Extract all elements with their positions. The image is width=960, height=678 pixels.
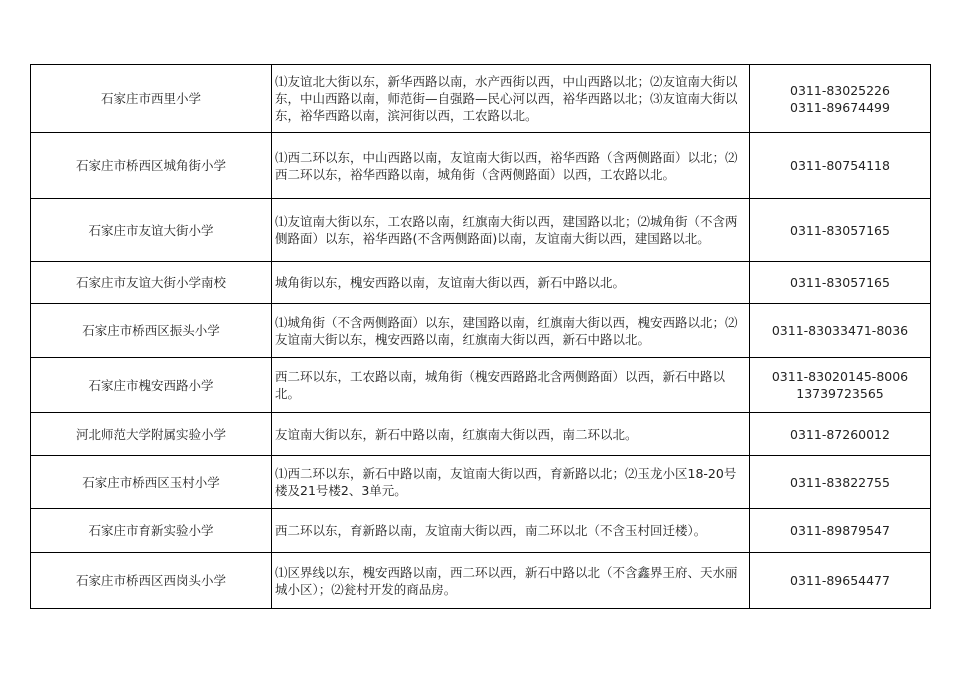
table-row [31,509,931,553]
phone-cell [750,304,931,358]
school-name: 石家庄市友谊大街小学南校 [31,262,272,304]
enrollment-area: ⑴西二环以东，新石中路以南，友谊南大街以西，育新路以北；⑵玉龙小区18-20号楼及21号楼2、3单元。 [272,456,750,509]
school-name: 石家庄市桥西区西岗头小学 [31,553,272,609]
school-name: 石家庄市友谊大街小学 [31,199,272,262]
phone-cell [750,413,931,456]
table-row [31,553,931,609]
phone-number: 0311-87260012 [790,426,890,442]
phone-cell [750,456,931,509]
table-row [31,456,931,509]
enrollment-area: ⑴城角街（不含两侧路面）以东，建国路以南，红旗南大街以西，槐安西路以北；⑵友谊南大街以东，槐安西路以南，红旗南大街以西，新石中路以北。 [272,304,750,358]
enrollment-area: ⑴友谊北大街以东，新华西路以南，水产西街以西，中山西路以北；⑵友谊南大街以东，中山西路以南，师范街—自强路—民心河以西，裕华西路以北；⑶友谊南大街以东，裕华西路以南，滨河街以西，工农路以北。 [272,65,750,133]
table-row [31,413,931,456]
phone-number: 0311-83033471-8036 [771,323,909,338]
enrollment-area: 友谊南大街以东，新石中路以南，红旗南大街以西，南二环以北。 [272,413,750,456]
enrollment-area: 西二环以东，育新路以南，友谊南大街以西，南二环以北（不含玉村回迁楼）。 [272,509,750,553]
phone-number: 0311-89879547 [790,523,890,538]
phone-number: 13739723565 [796,386,884,401]
enrollment-area: ⑴西二环以东，中山西路以南，友谊南大街以西，裕华西路（含两侧路面）以北；⑵西二环以东，裕华西路以南，城角街（含两侧路面）以西，工农路以北。 [272,133,750,199]
enrollment-area: ⑴友谊南大街以东，工农路以南，红旗南大街以西，建国路以北；⑵城角街（不含两侧路面）以东，裕华西路(不含两侧路面)以南，友谊南大街以西，建国路以北。 [272,199,750,262]
table-row [31,304,931,358]
table-row [31,358,931,413]
phone-cell [750,133,931,199]
school-name: 石家庄市槐安西路小学 [31,358,272,413]
phone-cell [750,553,931,609]
phone-number: 0311-89654477 [790,573,890,588]
school-name: 石家庄市桥西区玉村小学 [31,456,272,509]
enrollment-area: ⑴区界线以东，槐安西路以南，西二环以西，新石中路以北（不含鑫界王府、天水丽城小区）；⑵瓮村开发的商品房。 [272,553,750,609]
phone-number: 0311-80754118 [790,158,890,173]
phone-cell [750,199,931,262]
table-row [31,133,931,199]
school-name: 河北师范大学附属实验小学 [31,413,272,456]
enrollment-area: 城角街以东，槐安西路以南，友谊南大街以西，新石中路以北。 [272,262,750,304]
phone-number: 0311-83057165 [790,275,890,290]
enrollment-area: 西二环以东，工农路以南，城角街（槐安西路路北含两侧路面）以西，新石中路以北。 [272,358,750,413]
school-district-table [30,64,931,609]
phone-number: 0311-83025226 [790,82,890,98]
phone-number: 0311-89674499 [790,99,890,115]
phone-cell [750,65,931,133]
school-name: 石家庄市桥西区振头小学 [31,304,272,358]
school-name: 石家庄市西里小学 [31,65,272,133]
school-name: 石家庄市桥西区城角街小学 [31,133,272,199]
table-row [31,65,931,133]
table-row [31,199,931,262]
phone-cell [750,358,931,413]
phone-number: 0311-83020145-8006 [771,369,909,384]
phone-cell [750,509,931,553]
phone-number: 0311-83822755 [790,474,890,490]
phone-number: 0311-83057165 [790,222,890,238]
table-row [31,262,931,304]
phone-cell [750,262,931,304]
school-name: 石家庄市育新实验小学 [31,509,272,553]
